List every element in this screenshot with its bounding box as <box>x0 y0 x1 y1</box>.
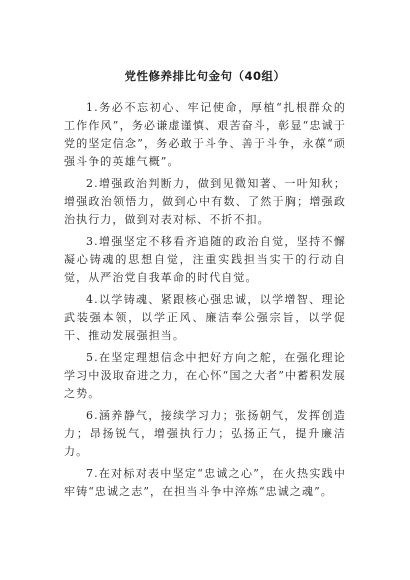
paragraph-1: 1.务必不忘初心、牢记使命，厚植“扎根群众的工作作风”，务必谦虚谨慎、艰苦奋斗，彰显“忠诚于党的坚定信念”，务必敢于斗争、善于斗争，永葆“顽强斗争的英雄气概”。 <box>64 101 346 168</box>
paragraph-3: 3.增强坚定不移看齐追随的政治自觉，坚持不懈凝心铸魂的思想自觉，注重实践担当实干的行动自觉，从严治党自我革命的时代自觉。 <box>64 235 346 284</box>
document-title: 党性修养排比句金句（40组） <box>124 69 286 83</box>
paragraph-2: 2.增强政治判断力，做到见微知著、一叶知秋；增强政治领悟力，做到心中有数、了然于胸；增强政治执行力，做到对表对标、不折不扣。 <box>64 177 346 226</box>
paragraph-4: 4.以学铸魂、紧跟核心强忠诚，以学增智、理论武装强本领，以学正风、廉洁奉公强宗旨，以学促干、推动发展强担当。 <box>64 293 346 342</box>
paragraph-6: 6.涵养静气，接续学习力；张扬朝气，发挥创造力；昂扬锐气，增强执行力；弘扬正气，提升廉洁力。 <box>64 409 346 458</box>
paragraph-7: 7.在对标对表中坚定“忠诚之心”，在火热实践中牢铸“忠诚之志”，在担当斗争中淬炼“忠诚之魂”。 <box>64 467 346 498</box>
paragraph-5: 5.在坚定理想信念中把好方向之舵，在强化理论学习中汲取奋进之力，在心怀“国之大者”中蓄积发展之势。 <box>64 351 346 400</box>
